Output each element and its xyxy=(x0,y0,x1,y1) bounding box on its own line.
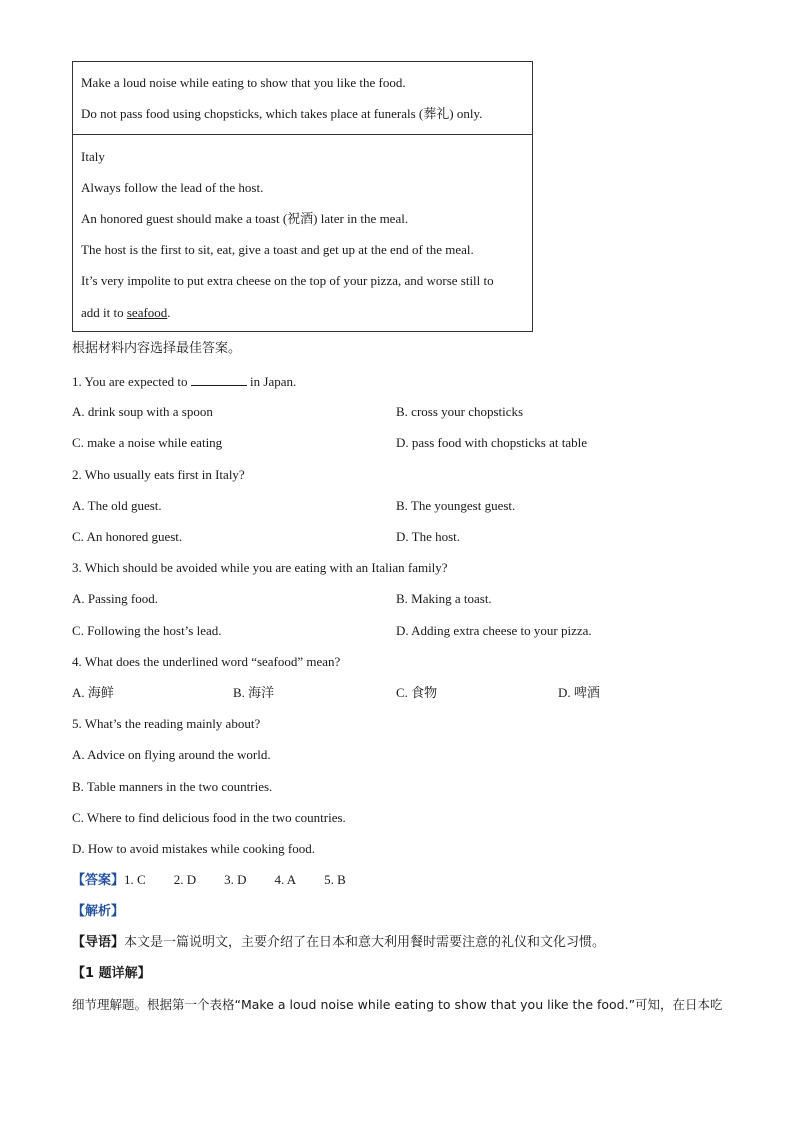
q4-option-b: B. 海洋 xyxy=(233,685,275,700)
answer-1: 1. C xyxy=(124,872,146,887)
q3-option-d: D. Adding extra cheese to your pizza. xyxy=(396,623,592,638)
guide-label: 【导语】 xyxy=(72,935,125,950)
italy-row-4: It’s very impolite to put extra cheese on the top of your pizza, and worse still to xyxy=(81,273,494,288)
italy-row-3: The host is the first to sit, eat, give a toast and get up at the end of the meal. xyxy=(81,242,474,257)
q1-option-b: B. cross your chopsticks xyxy=(396,404,524,419)
guide-text: 本文是一篇说明文，主要介绍了在日本和意大利用餐时需要注意的礼仪和文化习惯。 xyxy=(124,935,606,950)
detail-text: 细节理解题。根据第一个表格“Make a loud noise while eating to show that you like the food.”可知，在日本吃 xyxy=(72,997,723,1012)
q4-option-a: A. 海鲜 xyxy=(72,685,114,700)
q5-option-c: C. Where to find delicious food in the two countries. xyxy=(72,810,346,825)
italy-row-1: Always follow the lead of the host. xyxy=(81,180,264,195)
q2-option-c: C. An honored guest. xyxy=(72,529,183,544)
row-5-suffix: . xyxy=(167,305,171,320)
japan-row-2: Do not pass food using chopsticks, which takes place at funerals (葬礼) only. xyxy=(81,106,483,121)
italy-row-2: An honored guest should make a toast (祝酒) later in the meal. xyxy=(81,211,409,226)
q4-option-d: D. 啤酒 xyxy=(558,685,600,700)
answer-4: 4. A xyxy=(274,872,297,887)
japan-row-1: Make a loud noise while eating to show that you like the food. xyxy=(81,75,406,90)
q3-option-b: B. Making a toast. xyxy=(396,591,492,606)
etiquette-table xyxy=(72,61,533,332)
q3-option-c: C. Following the host’s lead. xyxy=(72,623,222,638)
seafood-underlined: seafood xyxy=(126,305,168,320)
italy-title: Italy xyxy=(81,149,105,164)
italy-row-5 xyxy=(81,305,171,321)
answer-5: 5. B xyxy=(324,872,346,887)
instruction: 根据材料内容选择最佳答案。 xyxy=(72,341,242,356)
q2-option-d: D. The host. xyxy=(396,529,461,544)
answer-label: 【答案】 xyxy=(72,873,125,888)
answer-2: 2. D xyxy=(173,872,197,887)
answer-line xyxy=(72,872,346,889)
q4-option-c: C. 食物 xyxy=(396,685,438,700)
q5-option-d: D. How to avoid mistakes while cooking food. xyxy=(72,841,315,856)
answer-3: 3. D xyxy=(224,872,247,887)
question-3-stem: 3. Which should be avoided while you are eating with an Italian family? xyxy=(72,560,448,575)
detail-label: 【1 题详解】 xyxy=(72,966,151,981)
question-4-stem: 4. What does the underlined word “seafood” mean? xyxy=(72,654,341,669)
row-5-prefix: add it to xyxy=(81,305,127,320)
q5-option-a: A. Advice on flying around the world. xyxy=(72,747,271,762)
guide-line xyxy=(72,935,605,951)
table-divider xyxy=(72,134,533,135)
q3-option-a: A. Passing food. xyxy=(72,591,158,606)
q1-option-d: D. pass food with chopsticks at table xyxy=(396,435,587,450)
q5-option-b: B. Table manners in the two countries. xyxy=(72,779,273,794)
q1-option-c: C. make a noise while eating xyxy=(72,435,223,450)
answer-blank xyxy=(191,373,247,386)
q1-stem-prefix: 1. You are expected to xyxy=(72,374,191,389)
question-2-stem: 2. Who usually eats first in Italy? xyxy=(72,467,245,482)
analysis-label: 【解析】 xyxy=(72,904,125,919)
q2-option-b: B. The youngest guest. xyxy=(396,498,516,513)
q2-option-a: A. The old guest. xyxy=(72,498,162,513)
question-1-stem xyxy=(72,373,296,390)
q1-option-a: A. drink soup with a spoon xyxy=(72,404,213,419)
q1-stem-suffix: in Japan. xyxy=(246,374,297,389)
question-5-stem: 5. What’s the reading mainly about? xyxy=(72,716,261,731)
